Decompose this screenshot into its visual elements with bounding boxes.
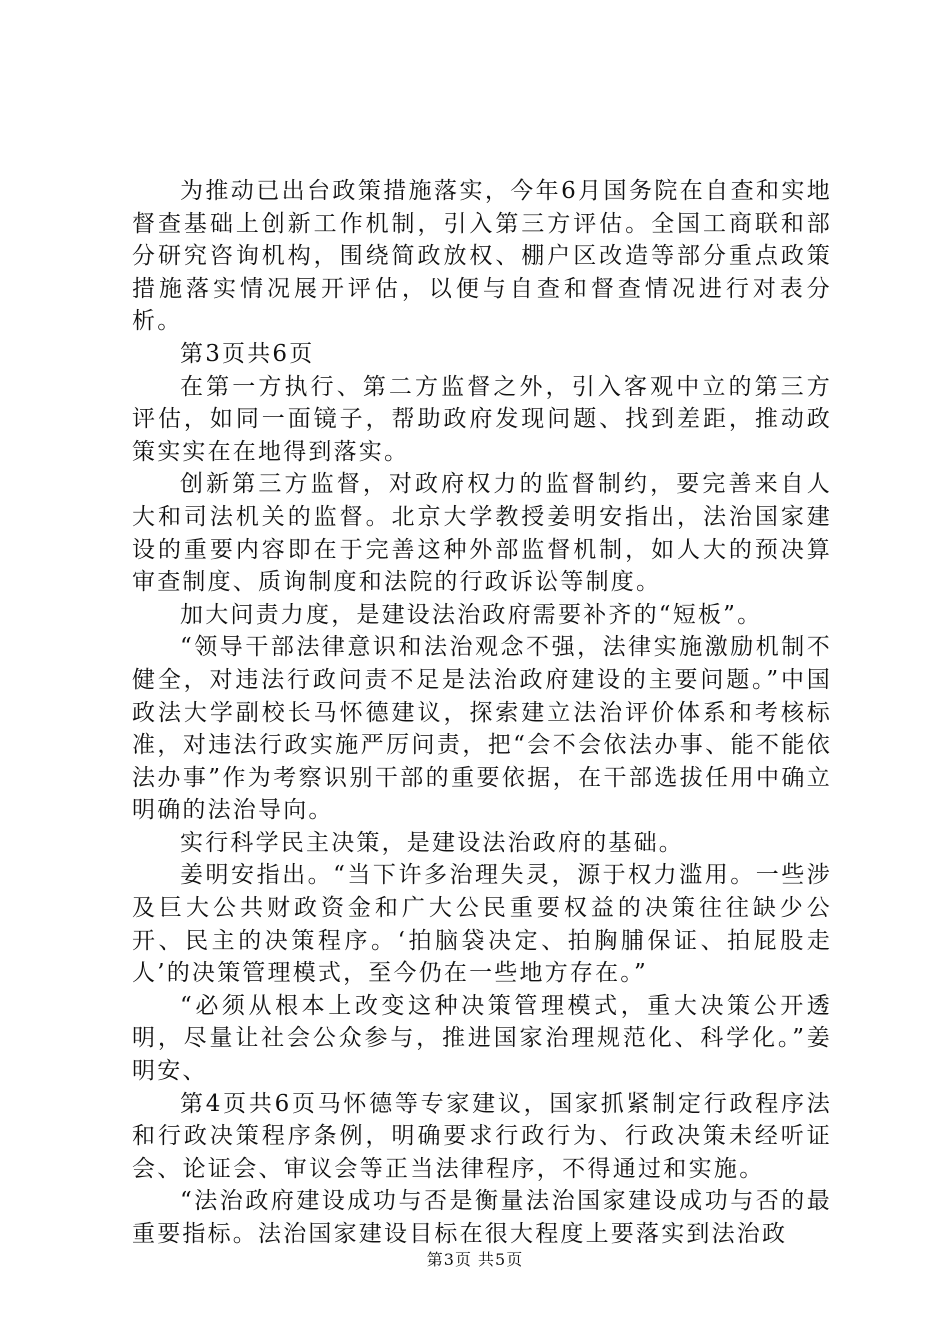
- paragraph: 为推动已出台政策措施落实，今年6月国务院在自查和实地督查基础上创新工作机制，引入第三方评估。全国工商联和部分研究咨询机构，围绕简政放权、棚户区改造等部分重点政策措施落实情况展开评估，以便与自查和督查情况进行对表分析。: [132, 178, 832, 335]
- paragraph: 创新第三方监督，对政府权力的监督制约，要完善来自人大和司法机关的监督。北京大学教授姜明安指出，法治国家建设的重要内容即在于完善这种外部监督机制，如人大的预决算审查制度、质询制度和法院的行政诉讼等制度。: [132, 471, 832, 596]
- paragraph: 第4页共6页马怀德等专家建议，国家抓紧制定行政程序法和行政决策程序条例，明确要求行政行为、行政决策未经听证会、论证会、审议会等正当法律程序，不得通过和实施。: [132, 1090, 832, 1182]
- paragraph: 在第一方执行、第二方监督之外，引入客观中立的第三方评估，如同一面镜子，帮助政府发现问题、找到差距，推动政策实实在在地得到落实。: [132, 373, 832, 465]
- page-footer: 第3页 共5页: [426, 1250, 524, 1269]
- paragraph: 实行科学民主决策，是建设法治政府的基础。: [180, 829, 684, 856]
- paragraph: “必须从根本上改变这种决策管理模式，重大决策公开透明，尽量让社会公众参与，推进国家治理规范化、科学化。”姜明安、: [132, 992, 832, 1085]
- page-marker: 第3页共6页: [180, 340, 315, 367]
- paragraph: 加大问责力度，是建设法治政府需要补齐的“短板”。: [180, 601, 763, 628]
- paragraph: “领导干部法律意识和法治观念不强，法律实施激励机制不健全，对违法行政问责不足是法治政府建设的主要问题。”中国政法大学副校长马怀德建议，探索建立法治评价体系和考核标准，对违法行政实施严厉问责，把“会不会依法办事、能不能依法办事”作为考察识别干部的重要依据，在干部选拔任用中确立明确的法治导向。: [132, 634, 832, 824]
- paragraph: “法治政府建设成功与否是衡量法治国家建设成功与否的最重要指标。法治国家建设目标在很大程度上要落实到法治政: [132, 1188, 832, 1247]
- document-body: [132, 175, 832, 1251]
- paragraph: 姜明安指出。“当下许多治理失灵，源于权力滥用。一些涉及巨大公共财政资金和广大公民重要权益的决策往往缺少公开、民主的决策程序。‘拍脑袋决定、拍胸脯保证、拍屁股走人’的决策管理模式，至今仍在一些地方存在。”: [132, 862, 832, 987]
